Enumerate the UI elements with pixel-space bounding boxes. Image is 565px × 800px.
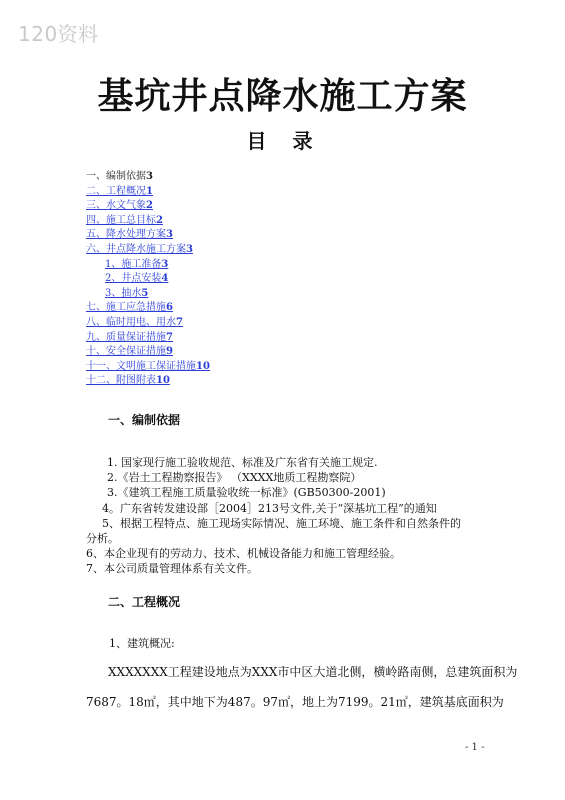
list-item: 6、本企业现有的劳动力、技术、机械设备能力和施工管理经验。	[86, 547, 401, 561]
basis-list	[86, 455, 496, 577]
page-number: - 1 -	[465, 742, 485, 753]
toc-item[interactable]: 十一、文明施工保证措施10	[86, 360, 210, 372]
toc-item[interactable]: 二、工程概况1	[86, 185, 153, 197]
list-item: 1. 国家现行施工验收规范、标准及广东省有关施工规定.	[107, 456, 378, 469]
list-item: 7、本公司质量管理体系有关文件。	[86, 562, 258, 576]
table-of-contents	[86, 170, 506, 389]
toc-item[interactable]: 十二、附图附表10	[86, 375, 170, 387]
list-item: 4。广东省转发建设部［2004］213号文件,关于“深基坑工程”的通知	[102, 501, 437, 515]
toc-subitem[interactable]: 3、抽水5	[105, 287, 149, 299]
paragraph-line: 7687。18㎡，其中地下为487。97㎡，地上为7199。21㎡，建筑基底面积为	[86, 695, 504, 709]
list-item: 3.《建筑工程施工质量验收统一标准》(GB50300-2001)	[107, 486, 386, 500]
toc-item[interactable]: 八、临时用电、用水7	[86, 316, 183, 328]
paragraph-line: XXXXXXX工程建设地点为XXX市中区大道北侧，横岭路南侧，总建筑面积为	[108, 665, 518, 679]
toc-item[interactable]: 四、施工总目标2	[86, 214, 163, 226]
toc-item[interactable]: 十、安全保证措施9	[86, 346, 173, 358]
toc-item[interactable]: 三、水文气象2	[86, 200, 153, 212]
list-item: 2.《岩土工程勘察报告》 （XXXX地质工程勘察院）	[107, 471, 362, 485]
list-item-continuation: 分析。	[86, 532, 119, 546]
watermark-logo: 120资料	[18, 22, 99, 46]
toc-item[interactable]: 九、质量保证措施7	[86, 331, 173, 343]
document-title: 基坑井点降水施工方案	[97, 75, 468, 117]
sub-heading-building: 1、建筑概况:	[109, 637, 175, 650]
toc-subitem[interactable]: 2、井点安装4	[105, 273, 169, 285]
section-heading-basis: 一、编制依据	[108, 413, 181, 427]
section-heading-overview: 二、工程概况	[108, 595, 181, 609]
toc-item[interactable]: 一、编制依据3	[86, 171, 153, 182]
toc-subitem[interactable]: 1、施工准备3	[105, 258, 169, 270]
toc-item[interactable]: 七、施工应急措施6	[86, 302, 173, 314]
toc-item[interactable]: 六、井点降水施工方案3	[86, 243, 193, 255]
toc-item[interactable]: 五、降水处理方案3	[86, 229, 173, 241]
list-item: 5、根据工程特点、施工现场实际情况、施工环境、施工条件和自然条件的	[102, 516, 461, 530]
toc-title: 目录	[246, 129, 339, 153]
